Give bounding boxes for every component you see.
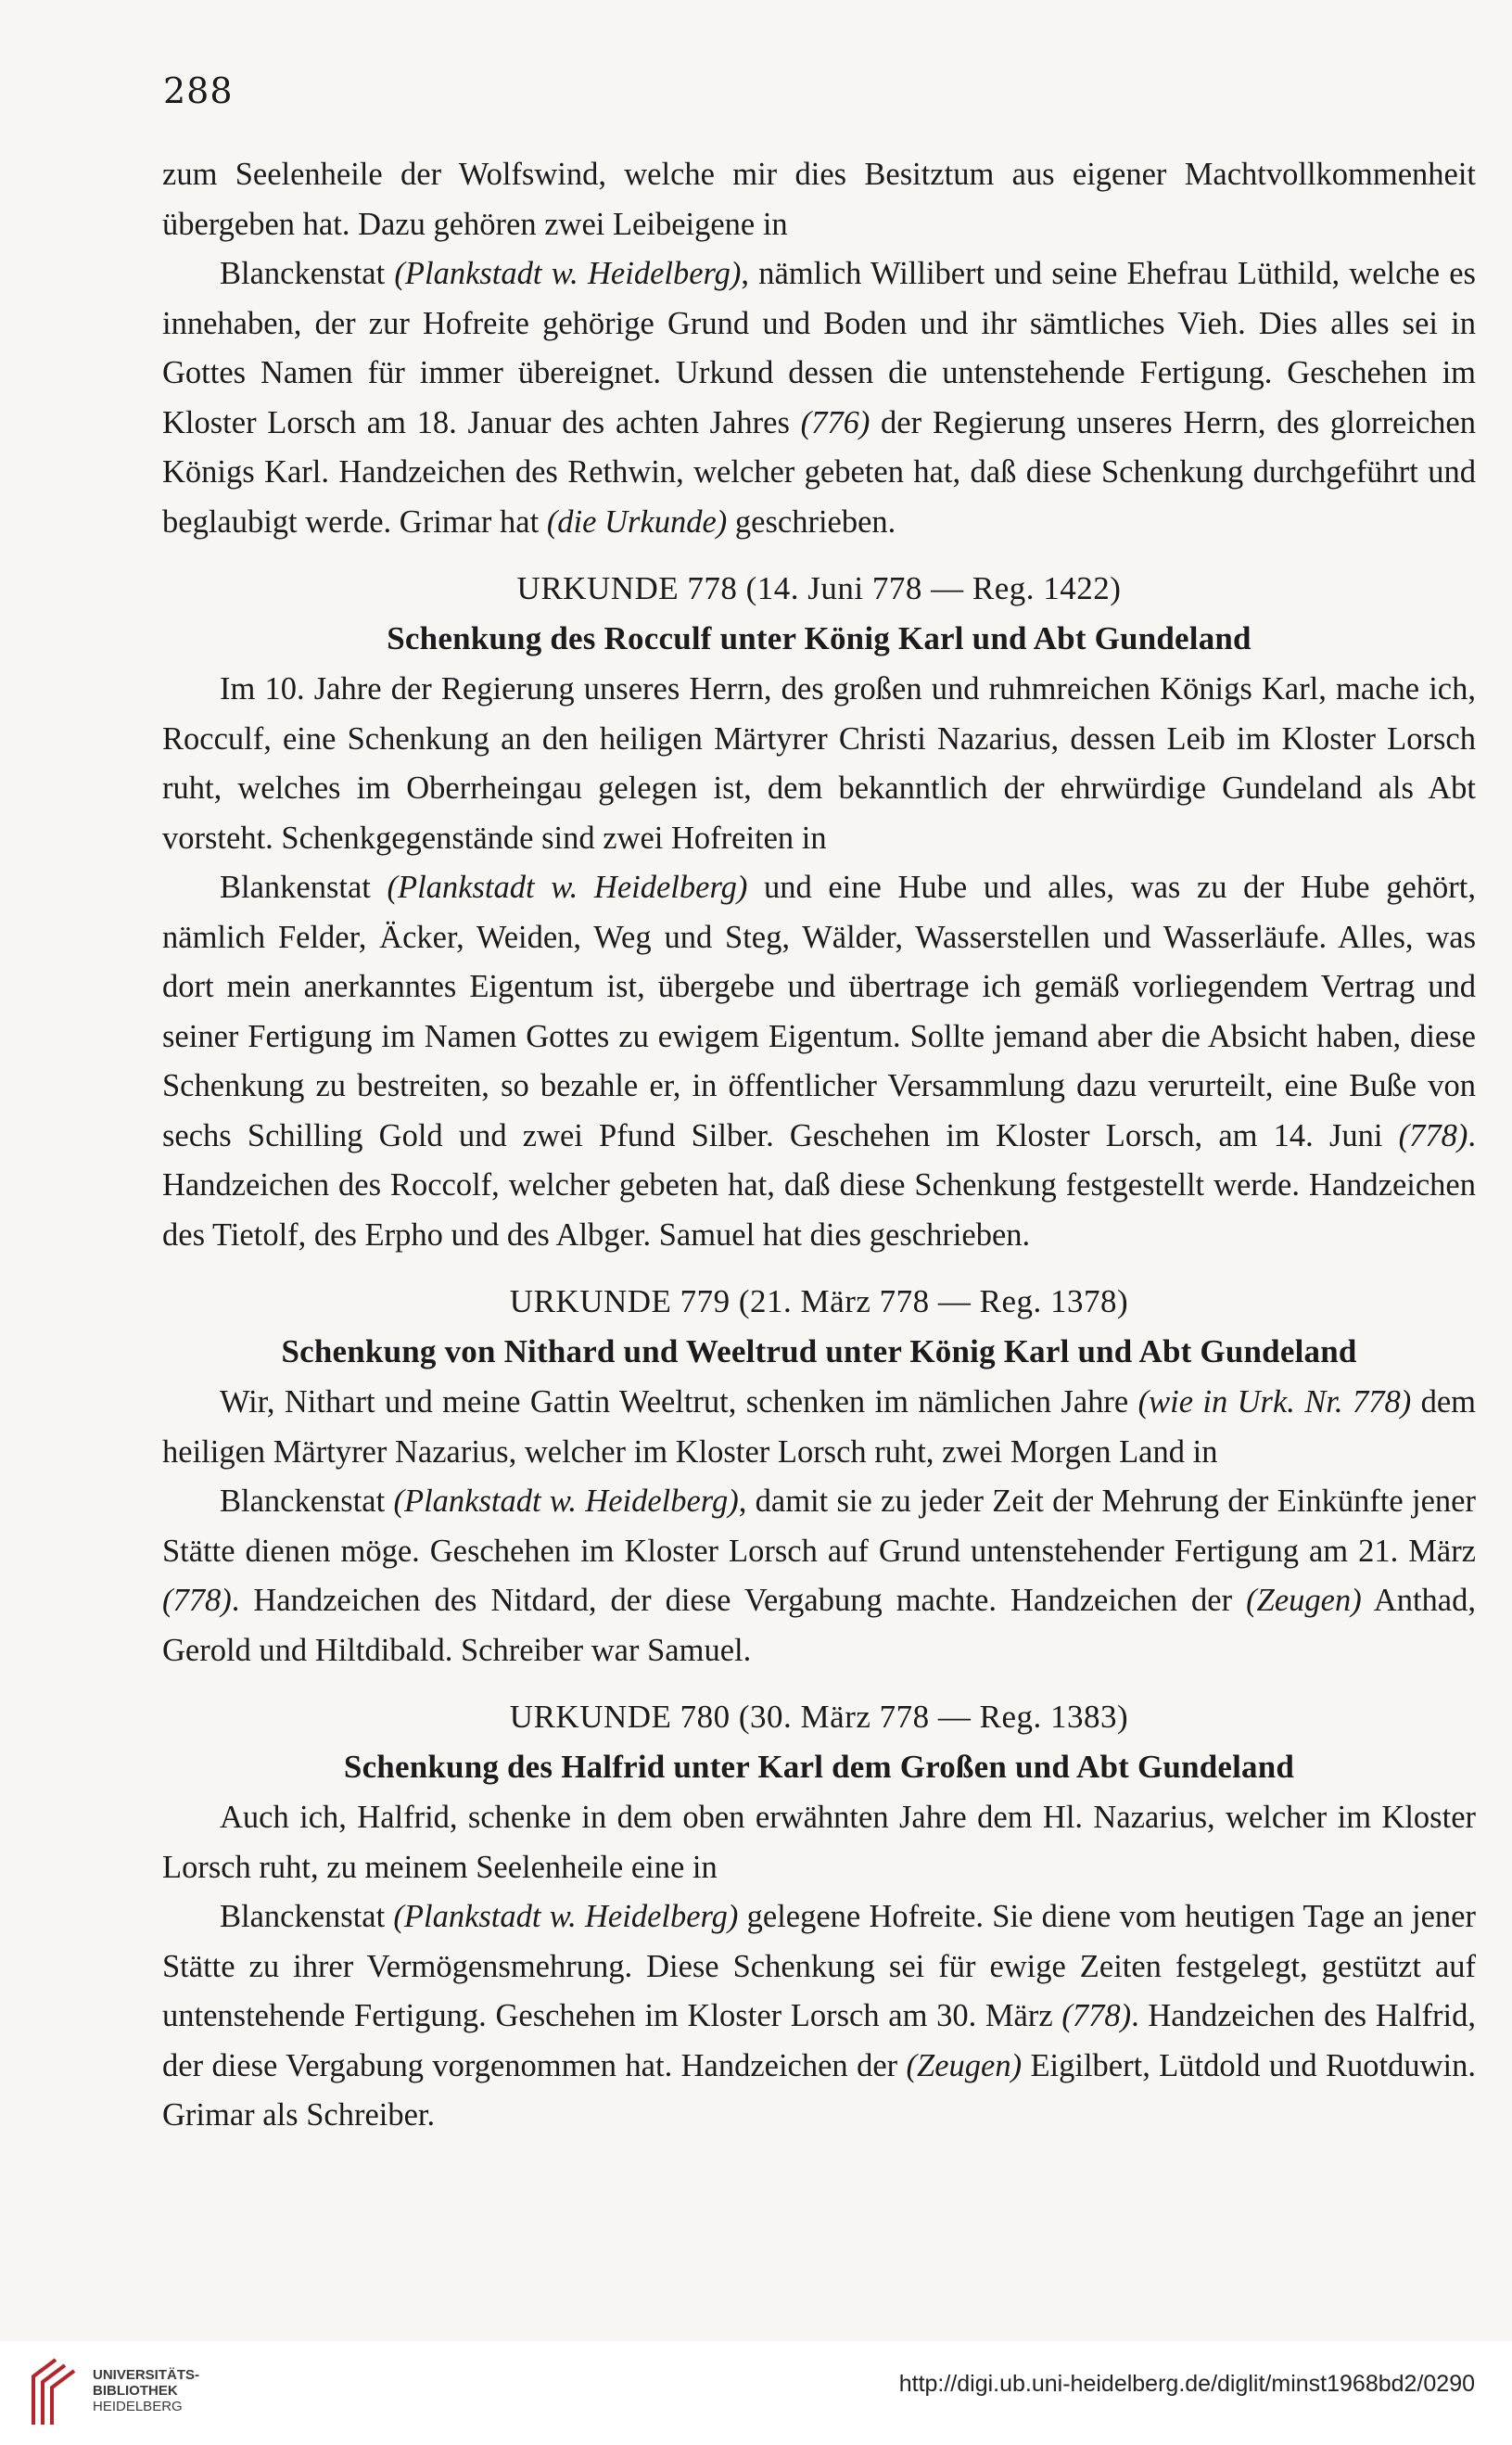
doc779-text-b: dem heiligen Märtyrer Nazarius, welcher im Kloster Lorsch ruht, zwei Morgen Land in: [162, 1384, 1476, 1470]
document-779-paragraph-1: [162, 1378, 1476, 1477]
doc778-text-c: . Handzeichen des Roccolf, welcher gebeten hat, daß diese Schenkung festgestellt werde. Handzeichen des Tietolf, des Erpho und des Albger. Samuel hat dies geschrieben.: [162, 1117, 1476, 1253]
source-url-link[interactable]: http://digi.ub.uni-heidelberg.de/diglit/minst1968bd2/0290: [898, 2371, 1475, 2397]
intro-text-c: der Regierung unseres Herrn, des glorreichen Königs Karl. Handzeichen des Rethwin, welcher gebeten hat, daß diese Schenkung durchgeführt und beglaubigt werde. Grimar hat: [162, 404, 1476, 540]
document-778-paragraph-2: [162, 863, 1476, 1260]
library-name: [93, 2367, 199, 2414]
doc780-text-c: . Handzeichen des Halfrid, der diese Vergabung vorgenommen hat. Handzeichen der: [162, 1998, 1476, 2083]
intro-place: (Plankstadt w. Heidelberg): [394, 256, 742, 291]
doc780-text-a: Blanckenstat: [220, 1899, 394, 1934]
library-logo-icon: [28, 2350, 83, 2428]
doc779-text-a: Wir, Nithart und meine Gattin Weeltrut, schenken im nämlichen Jahre: [220, 1384, 1138, 1420]
doc778-year: (778): [1398, 1117, 1468, 1153]
document-779-paragraph-2: [162, 1477, 1476, 1675]
page-number: 288: [163, 70, 234, 111]
doc779-ref: (wie in Urk. Nr. 778): [1137, 1384, 1412, 1420]
doc780-text-b: gelegene Hofreite. Sie diene vom heutigen Tage an jener Stätte zu ihrer Vermögensmehrung. Diese Schenkung sei für ewige Zeiten festgelegt, gestützt auf untenstehende Fertigung. Geschehen im Kloster Lorsch am 30. März: [162, 1899, 1476, 2033]
intro-paragraph-1: zum Seelenheile der Wolfswind, welche mir dies Besitztum aus eigener Machtvollkommenheit übergeben hat. Dazu gehören zwei Leibeigene in: [162, 157, 1476, 242]
document-779-title: Schenkung von Nithard und Weeltrud unter König Karl und Abt Gundeland: [281, 1332, 1357, 1369]
document-780-paragraph-2: [162, 1892, 1476, 2141]
intro-text-d: geschrieben.: [727, 503, 896, 540]
intro-year: (776): [800, 404, 870, 440]
doc780-place: (Plankstadt w. Heidelberg): [393, 1899, 739, 1934]
doc778-text-b: und eine Hube und alles, was zu der Hube gehört, nämlich Felder, Äcker, Weiden, Weg und Steg, Wälder, Wasserstellen und Wasserläufe. Alles, was dort mein anerkanntes Eigentum ist, übergebe und übertrage ich gemäß vorliegendem Vertrag und seiner Fertigung im Namen Gottes zu ewigem Eigentum. Sollte jemand aber die Absicht haben, diese Schenkung zu bestreiten, so bezahle er, in öffentlicher Versammlung dazu verurteilt, eine Buße von sechs Schilling Gold und zwei Pfund Silber. Geschehen im Kloster Lorsch, am 14. Juni: [162, 870, 1476, 1153]
doc779-text-c: Blanckenstat: [220, 1484, 394, 1519]
doc780-note: (Zeugen): [906, 2047, 1023, 2083]
document-780-title: Schenkung des Halfrid unter Karl dem Großen und Abt Gundeland: [343, 1748, 1295, 1785]
library-name-line-1: UNIVERSITÄTS-: [93, 2367, 200, 2383]
document-778-heading: URKUNDE 778 (14. Juni 778 — Reg. 1422): [516, 570, 1122, 606]
viewer-footer: [0, 2341, 1512, 2445]
doc778-place: (Plankstadt w. Heidelberg): [387, 870, 748, 905]
document-778-paragraph-1: Im 10. Jahre der Regierung unseres Herrn, des großen und ruhmreichen Königs Karl, mache ich, Rocculf, eine Schenkung an den heiligen Märtyrer Christi Nazarius, dessen Leib im Kloster Lorsch ruht, welches im Oberrheingau gelegen ist, dem bekanntlich der ehrwürdige Gundeland als Abt vorsteht. Schenkgegenstände sind zwei Hofreiten in: [162, 671, 1476, 856]
document-780-paragraph-1: Auch ich, Halfrid, schenke in dem oben erwähnten Jahre dem Hl. Nazarius, welcher im Kloster Lorsch ruht, zu meinem Seelenheile eine in: [162, 1800, 1476, 1885]
doc779-year: (778): [162, 1583, 232, 1618]
doc780-year: (778): [1061, 1998, 1132, 2033]
library-name-line-3: HEIDELBERG: [93, 2399, 183, 2414]
intro-text-a: Blanckenstat: [220, 256, 395, 291]
document-779-heading: URKUNDE 779 (21. März 778 — Reg. 1378): [509, 1283, 1129, 1319]
doc779-text-e: . Handzeichen des Nitdard, der diese Vergabung machte. Handzeichen der: [231, 1583, 1247, 1618]
intro-text-b: , nämlich Willibert und seine Ehefrau Lüthild, welche es innehaben, der zur Hofreite gehörige Grund und Boden und ihr sämtliches Vieh. Dies alles sei in Gottes Namen für immer übereignet. Urkund dessen die untenstehende Fertigung. Geschehen im Kloster Lorsch am 18. Januar des achten Jahres: [162, 256, 1476, 440]
doc779-text-f: Anthad, Gerold und Hiltdibald. Schreiber war Samuel.: [162, 1583, 1476, 1668]
intro-paragraph-2: [162, 249, 1476, 547]
doc779-place: (Plankstadt w. Heidelberg): [393, 1484, 739, 1519]
intro-note: (die Urkunde): [546, 503, 728, 540]
doc779-note: (Zeugen): [1246, 1583, 1362, 1618]
document-778-title: Schenkung des Rocculf unter König Karl und Abt Gundeland: [387, 619, 1252, 656]
page-body: [162, 150, 1476, 2141]
library-name-line-2: BIBLIOTHEK: [93, 2383, 178, 2399]
doc780-text-d: Eigilbert, Lütdold und Ruotduwin. Grimar als Schreiber.: [162, 2047, 1476, 2133]
document-780-heading: URKUNDE 780 (30. März 778 — Reg. 1383): [509, 1699, 1129, 1735]
doc778-text-a: Blankenstat: [220, 870, 388, 905]
doc779-text-d: , damit sie zu jeder Zeit der Mehrung der Einkünfte jener Stätte dienen möge. Geschehen im Kloster Lorsch auf Grund untenstehender Fertigung am 21. März: [162, 1484, 1476, 1569]
